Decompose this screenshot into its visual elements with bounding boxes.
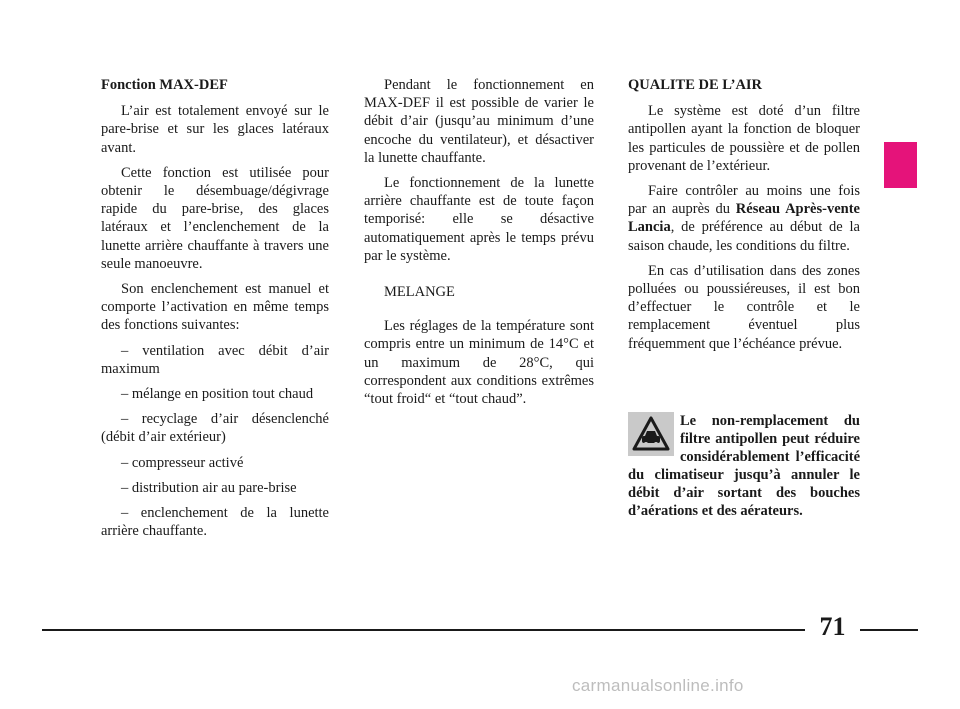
paragraph: Le fonctionnement de la lunette arrière chauffante est de toute façon temporisé: elle se désactive automatiquement après le temps prévu par le système. bbox=[364, 175, 594, 264]
heading-max-def: Fonction MAX-DEF bbox=[101, 77, 228, 93]
footer-rule-right bbox=[860, 629, 918, 631]
list-item: – compresseur activé bbox=[121, 454, 244, 471]
section-tab-marker bbox=[884, 142, 917, 188]
paragraph: Cette fonction est utilisée pour obtenir le désembuage/dégivrage rapide du pare-brise, des glaces latéraux et l’enclenchement de la lunette arrière chauffante à travers une seule manoeuvre. bbox=[101, 164, 329, 272]
column-max-def bbox=[101, 76, 329, 547]
paragraph bbox=[628, 182, 860, 255]
warning-box bbox=[628, 412, 860, 520]
warning-car-icon bbox=[628, 412, 674, 456]
list-item: – recyclage d’air désenclenché (débit d’air extérieur) bbox=[101, 411, 329, 446]
list-item: – mélange en position tout chaud bbox=[121, 386, 314, 403]
footer-rule-left bbox=[42, 629, 805, 631]
paragraph: Les réglages de la température sont compris entre un minimum de 14°C et un maximum de 28°C, qui correspondent aux conditions extrêmes “tout froid“ et “tout chaud”. bbox=[364, 318, 594, 408]
watermark: carmanualsonline.info bbox=[572, 676, 744, 695]
list-item: – distribution air au pare-brise bbox=[121, 479, 297, 496]
heading-qualite-air: QUALITE DE L’AIR bbox=[628, 77, 763, 93]
page-number: 71 bbox=[819, 612, 846, 641]
list-item: – ventilation avec débit d’air maximum bbox=[101, 342, 329, 377]
paragraph: En cas d’utilisation dans des zones polluées ou poussiéreuses, il est bon d’effectuer le contrôle et le remplacement éventuel plus fréquemment que l’échéance prévue. bbox=[628, 262, 860, 352]
dealer-network-name: Réseau Après-vente Lancia bbox=[628, 201, 860, 236]
column-qualite-air bbox=[628, 76, 860, 360]
paragraph: Son enclenchement est manuel et comporte l’activation en même temps des fonctions suivantes: bbox=[101, 281, 329, 334]
paragraph: Le système est doté d’un filtre antipollen ayant la fonction de bloquer les particules de poussière et de pollen provenant de l’extérieur. bbox=[628, 103, 860, 174]
list-item: – enclenchement de la lunette arrière chauffante. bbox=[101, 505, 329, 540]
paragraph: L’air est totalement envoyé sur le pare-brise et sur les glaces latéraux avant. bbox=[101, 103, 329, 156]
warning-text: Le non-remplacement du filtre antipollen peut réduire considérablement l’efficacité du climatiseur jusqu’à annuler le débit d’air sortant des bouches d’aérations et des aérateurs. bbox=[628, 413, 860, 519]
paragraph-text: Faire contrôler au moins une fois par an auprès du bbox=[628, 183, 860, 218]
paragraph-text: , de préférence au début de la saison chaude, les conditions du filtre. bbox=[628, 219, 860, 254]
paragraph: Pendant le fonctionnement en MAX-DEF il est possible de varier le débit d’air (jusqu’au minimum d’une encoche du ventilateur), et désactiver la lunette chauffante. bbox=[364, 77, 594, 166]
column-melange bbox=[364, 76, 594, 415]
heading-melange: MELANGE bbox=[384, 284, 455, 301]
